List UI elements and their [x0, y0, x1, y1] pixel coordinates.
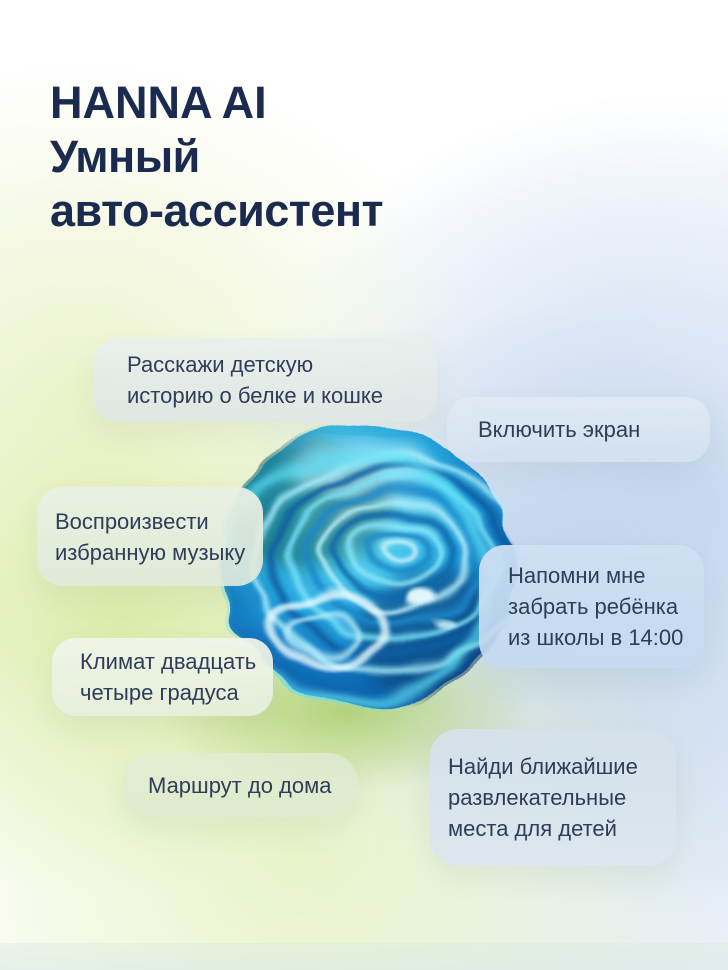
bubble-line: из школы в 14:00	[508, 625, 684, 650]
bubble-line: Включить экран	[478, 417, 641, 442]
bubble-line: Маршрут до дома	[148, 773, 332, 798]
bubble-line: забрать ребёнка	[508, 594, 679, 619]
bubble-line: историю о белке и кошке	[127, 383, 384, 408]
bottom-gradient-band	[0, 943, 728, 970]
page-title	[50, 76, 383, 238]
bubble-line: избранную музыку	[55, 539, 246, 565]
bubble-line: Расскажи детскую	[127, 352, 314, 377]
bubble-line: Найди ближайшие	[448, 754, 638, 779]
suggestion-bubble-screen-on	[447, 397, 710, 462]
suggestion-bubble-find-places	[430, 729, 676, 866]
subtitle-line: Умный	[50, 131, 200, 182]
bubble-line: Напомни мне	[508, 563, 646, 588]
suggestion-bubble-route-home	[122, 753, 358, 818]
suggestion-bubble-reminder	[479, 545, 704, 668]
bubble-line: Воспроизвести	[55, 508, 209, 534]
bubble-line: места для детей	[448, 816, 617, 841]
bubble-line: развлекательные	[448, 785, 627, 810]
suggestion-bubble-tell-story	[93, 338, 437, 422]
suggestion-bubble-play-music	[37, 487, 263, 586]
suggestion-bubble-climate	[52, 638, 273, 716]
bubble-line: четыре градуса	[80, 680, 239, 705]
subtitle-line: авто-ассистент	[50, 185, 384, 236]
bubble-line: Климат двадцать	[80, 649, 257, 674]
brand-name: HANNA AI	[50, 77, 267, 128]
